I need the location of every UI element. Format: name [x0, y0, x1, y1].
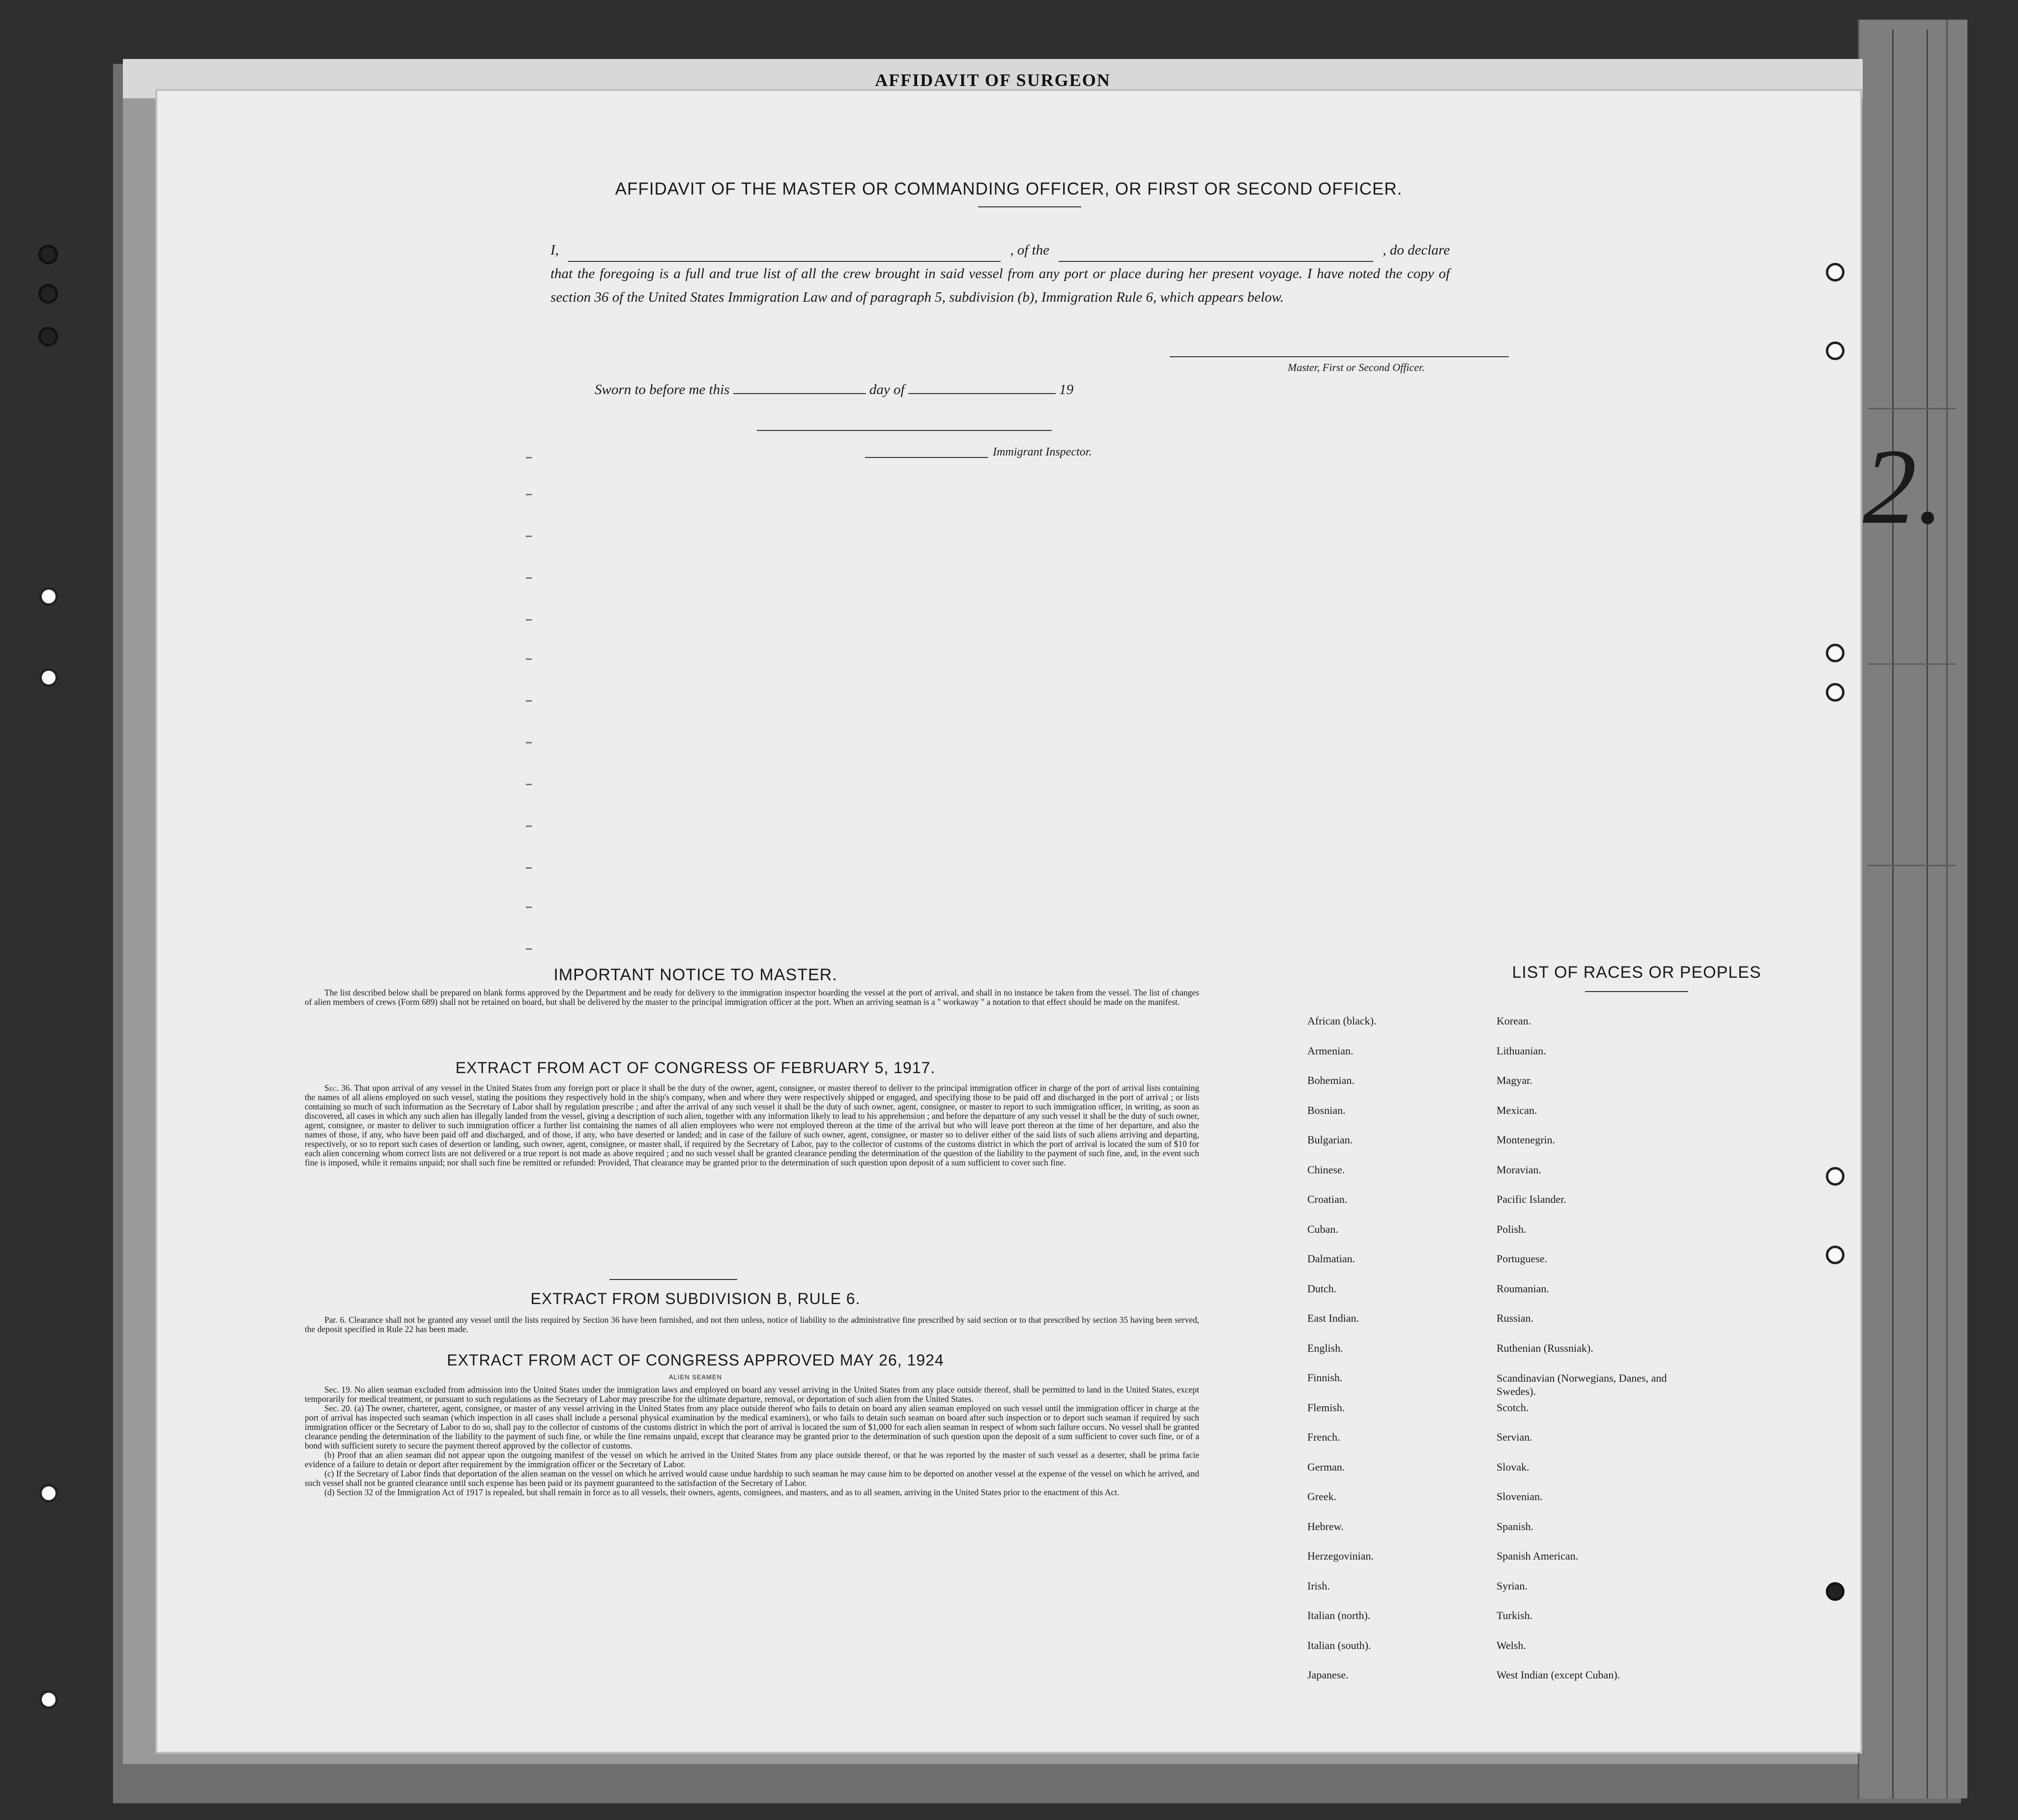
race-right-item: Roumanian. [1497, 1282, 1549, 1295]
race-left-item: Bohemian. [1307, 1074, 1355, 1086]
vessel-name-blank[interactable] [1059, 246, 1373, 262]
ghost-rule [1868, 865, 1956, 866]
rule-6-text [305, 1315, 1199, 1334]
race-right-item: West Indian (except Cuban). [1497, 1669, 1620, 1681]
race-right-item: Spanish. [1497, 1520, 1534, 1533]
ghost-mark [526, 658, 532, 660]
races-title-rule [1585, 991, 1688, 992]
race-right-item: Ruthenian (Russniak). [1497, 1341, 1593, 1354]
ghost-mark [526, 619, 532, 621]
declaration-i: I, [550, 242, 559, 258]
race-right-item: Scandinavian (Norwegians, Danes, and Swedes). [1497, 1372, 1667, 1397]
race-right-item: Magyar. [1497, 1074, 1532, 1086]
race-right-item: Turkish. [1497, 1609, 1533, 1621]
race-left-item: French. [1307, 1431, 1340, 1443]
race-left-item: Japanese. [1307, 1669, 1349, 1681]
ghost-rule [1868, 663, 1956, 665]
rule-6-title: EXTRACT FROM SUBDIVISION B, RULE 6. [530, 1290, 861, 1308]
sworn-month-blank[interactable] [908, 378, 1056, 394]
race-left-item: Hebrew. [1307, 1520, 1344, 1533]
race-right-item: Pacific Islander. [1497, 1193, 1566, 1205]
affidavit-of-surgeon-label: AFFIDAVIT OF SURGEON [875, 70, 1111, 90]
race-left-item: German. [1307, 1460, 1345, 1473]
race-right-item: Welsh. [1497, 1639, 1526, 1651]
ghost-mark [526, 742, 532, 743]
rule-6-paragraph: Par. 6. Clearance shall not be granted any vessel until the lists required by Section 36 have been furnished, and not then unless, notice of liability to the administrative fine prescribed by said section or to that prescribed by section 35 having been served, the deposit specified in Rule 22 has been made. [305, 1315, 1199, 1334]
race-left-item: Cuban. [1307, 1223, 1338, 1235]
ghost-mark [526, 907, 532, 908]
signature-line[interactable] [1170, 356, 1509, 357]
right-page-edge [1858, 20, 1967, 1798]
ghost-mark [526, 784, 532, 785]
inspector-rule [865, 457, 988, 458]
ghost-mark [526, 494, 532, 495]
act-1924-paragraph: Sec. 20. (a) The owner, charterer, agent, consignee, or master of any vessel arriving in the United States from any place outside thereof who fails to detain on board any alien seaman employed on such vessel until the immigration officer in charge at the port of arrival has inspected such seaman (which inspection in all cases shall include a personal physical examination by the medical examiners), or who fails to detain such seaman on board after such inspection or to deport such seaman if required by such immigration officer or the Secretary of Labor to do so, shall pay to the collector of customs of the customs district in which the port of arrival is located the sum of $1,000 for each alien seaman in respect of whom such failure occurs. No vessel shall be granted clearance pending the determination of the liability to the payment of such fine, or while the fine remains unpaid, except that clearance may be granted prior to the determination of such question upon the deposit of a sum sufficient to cover such fine, or of a bond with sufficient surety to secure the payment thereof approved by the collector of customs. [305, 1403, 1199, 1450]
race-left-item: African (black). [1307, 1015, 1377, 1027]
race-right-item: Portuguese. [1497, 1252, 1548, 1265]
page-edge-line [1946, 20, 1948, 1798]
race-right-item: Polish. [1497, 1223, 1527, 1235]
declaration-line [550, 238, 1450, 262]
race-left-item: Italian (south). [1307, 1639, 1371, 1651]
binder-hole [1826, 1167, 1845, 1186]
page-edge-line [1927, 29, 1928, 1798]
section-label: Sec. 36. [324, 1083, 352, 1093]
sworn-day-of: day of [869, 382, 905, 398]
race-right-item: Scotch. [1497, 1401, 1529, 1414]
act-1917-title: EXTRACT FROM ACT OF CONGRESS OF FEBRUARY 5, 1917. [455, 1059, 936, 1077]
binder-hole [38, 327, 58, 346]
race-right-item: Russian. [1497, 1312, 1534, 1324]
act-1917-paragraph: That upon arrival of any vessel in the United States from any foreign port or place it shall be the duty of the owner, agent, consignee, or master thereof to deliver to the principal immigration officer in charge of the port of arrival lists containing the names of all aliens employed on such vessel, stating the positions they respectively hold in the ship's company, when and where they were respectively shipped or engaged, and specifying those to be paid off and discharged in the port of arrival ; or lists containing so much of such information as the Secretary of Labor shall by regulation prescribe ; and after the arrival of any such vessel it shall be the duty of such owner, agent, consignee, or master to report to such immigration officer, in writing, as soon as discovered, all cases in which any such alien has illegally landed from the vessel, giving a description of such alien, together with any information likely to lead to his apprehension ; and before the departure of any such vessel it shall be the duty of such owner, agent, consignee, or master to deliver to such immigration officer a further list containing the names of all alien employees who were not employed thereon at the time of the arrival but who will leave port thereon at the time of her departure, and also the names of those, if any, who have been paid off and discharged, and of those, if any, who have deserted or landed; and in case of the failure of such owner, agent, consignee, or master so to deliver either of the said lists of such aliens arriving and departing, respectively, or so to report such cases of desertion or landing, such owner, agent, consignee, or master shall, if required by the Secretary of Labor, pay to the collector of customs of the customs district in which the port of arrival is located the sum of $10 for each alien concerning whom correct lists are not delivered or a true report is not made as above required ; and no such vessel shall be granted clearance pending the determination of the question of the liability to the payment of such fine, and, in the event such fine is imposed, while it remains unpaid; nor shall such fine be remitted or refunded: Provided, That clearance may be granted prior to the determination of such question upon deposit of a sum sufficient to cover such fine. [305, 1083, 1199, 1167]
binder-hole [1826, 341, 1845, 360]
race-right-item: Slovak. [1497, 1460, 1529, 1473]
sworn-prefix: Sworn to before me this [595, 382, 730, 398]
alien-seamen-subtitle: ALIEN SEAMEN [668, 1373, 722, 1381]
race-left-item: Chinese. [1307, 1163, 1345, 1176]
race-left-item: English. [1307, 1341, 1343, 1354]
declaration-of-the: , of the [1010, 242, 1050, 258]
binder-hole [1826, 1246, 1845, 1264]
act-1924-paragraph: (d) Section 32 of the Immigration Act of 1917 is repealed, but shall remain in force as to all vessels, their owners, agents, consignees, and masters, and as to all seamen, arriving in the United States prior to the enactment of this Act. [324, 1487, 1120, 1497]
act-1924-paragraph: (c) If the Secretary of Labor finds that deportation of the alien seaman on the vessel on which he arrived would cause undue hardship to such seaman he may cause him to be deported on another vessel at the expense of the vessel on which he arrived, and such vessel shall not be granted clearance until such expense has been paid or its payment guaranteed to the satisfaction of the Secretary of Labor. [305, 1469, 1199, 1488]
race-right-item: Moravian. [1497, 1163, 1542, 1176]
race-left-item: Dalmatian. [1307, 1252, 1355, 1265]
notice-paragraph: The list described below shall be prepared on blank forms approved by the Department and be ready for delivery to the immigration inspector boarding the vessel at the port of arrival, and shall in no instance be taken from the vessel. The list of changes of alien members of crews (Form 689) shall not be retained on board, but shall be delivered by the master to the principal immigration officer at the port. When an arriving seaman is a " workaway " a notation to that effect should be made on the manifest. [305, 988, 1199, 1007]
race-left-item: Finnish. [1307, 1371, 1343, 1384]
race-left-item: Dutch. [1307, 1282, 1337, 1295]
race-left-item: Bosnian. [1307, 1104, 1346, 1116]
manifest-page [157, 91, 1860, 1752]
race-left-item: Herzegovinian. [1307, 1550, 1374, 1562]
ghost-mark [526, 536, 532, 537]
sworn-line [595, 378, 1073, 398]
race-right-item: Lithuanian. [1497, 1044, 1546, 1057]
binder-hole [1826, 644, 1845, 662]
race-right-item: Korean. [1497, 1015, 1531, 1027]
affidavit-declaration [550, 238, 1450, 309]
binder-hole [39, 668, 58, 687]
sworn-year: 19 [1059, 382, 1074, 398]
binder-hole [39, 587, 58, 606]
ghost-rule [1868, 408, 1956, 409]
race-left-item: Bulgarian. [1307, 1134, 1353, 1146]
race-left-item: Irish. [1307, 1579, 1330, 1592]
race-right-item: Montenegrin. [1497, 1134, 1556, 1146]
race-right-item: Slovenian. [1497, 1490, 1543, 1503]
binder-hole [39, 1484, 58, 1503]
section-separator [609, 1279, 737, 1280]
inspector-signature-line[interactable] [757, 430, 1052, 431]
ghost-mark [526, 700, 532, 702]
sworn-day-blank[interactable] [733, 378, 866, 394]
binder-hole [38, 245, 58, 264]
page-edge-line [1892, 29, 1894, 1798]
race-left-item: East Indian. [1307, 1312, 1359, 1324]
title-rule [978, 206, 1081, 207]
binder-hole [38, 284, 58, 304]
race-right-item: Spanish American. [1497, 1550, 1579, 1562]
race-right-item: Servian. [1497, 1431, 1532, 1443]
signer-title-label: Master, First or Second Officer. [1288, 361, 1425, 373]
immigrant-inspector-label: Immigrant Inspector. [993, 446, 1092, 458]
race-left-item: Greek. [1307, 1490, 1337, 1503]
act-1924-paragraph: (b) Proof that an alien seaman did not appear upon the outgoing manifest of the vessel on which he arrived in the United States from any place outside thereof, or that he was reported by the master of such vessel as a deserter, shall be prima facie evidence of a failure to detain or deport after requirement by the immigration officer or the Secretary of Labor. [305, 1450, 1199, 1469]
declaration-do-declare: , do declare [1383, 242, 1450, 258]
ghost-mark [526, 825, 532, 827]
declaration-body: that the foregoing is a full and true list of all the crew brought in said vessel from any port or place during her present voyage. I have noted the copy of section 36 of the United States Immigration Law and of paragraph 5, subdivision (b), Immigration Rule 6, which appears below. [550, 266, 1450, 305]
margin-page-number: 2. [1863, 427, 1944, 546]
race-left-item: Flemish. [1307, 1401, 1345, 1414]
binder-hole [1826, 1582, 1845, 1601]
act-1924-text [305, 1385, 1199, 1497]
binder-hole [1826, 263, 1845, 282]
affidavit-title: AFFIDAVIT OF THE MASTER OR COMMANDING OFFICER, OR FIRST OR SECOND OFFICER. [615, 179, 1403, 199]
races-title: LIST OF RACES OR PEOPLES [1512, 963, 1761, 982]
ghost-mark [526, 457, 532, 458]
act-1917-text [305, 1083, 1199, 1167]
race-left-item: Croatian. [1307, 1193, 1348, 1205]
officer-name-blank[interactable] [568, 246, 1001, 262]
act-1924-title: EXTRACT FROM ACT OF CONGRESS APPROVED MAY 26, 1924 [447, 1351, 944, 1369]
ghost-mark [526, 948, 532, 950]
binder-hole [1826, 683, 1845, 702]
race-right-item: Mexican. [1497, 1104, 1537, 1116]
binder-hole [39, 1690, 58, 1709]
notice-text [305, 988, 1199, 1007]
race-right-item: Syrian. [1497, 1579, 1528, 1592]
ghost-mark [526, 867, 532, 869]
act-1924-paragraph: Sec. 19. No alien seaman excluded from admission into the United States under the immigration laws and employed on board any vessel arriving in the United States from any place outside thereof, shall be permitted to land in the United States, except temporarily for medical treatment, or pursuant to such regulations as the Secretary of Labor may prescribe for the ultimate departure, removal, or deportation of such alien from the United States. [305, 1385, 1199, 1404]
notice-title: IMPORTANT NOTICE TO MASTER. [553, 966, 837, 984]
race-left-item: Armenian. [1307, 1044, 1354, 1057]
race-left-item: Italian (north). [1307, 1609, 1371, 1621]
ghost-mark [526, 577, 532, 579]
